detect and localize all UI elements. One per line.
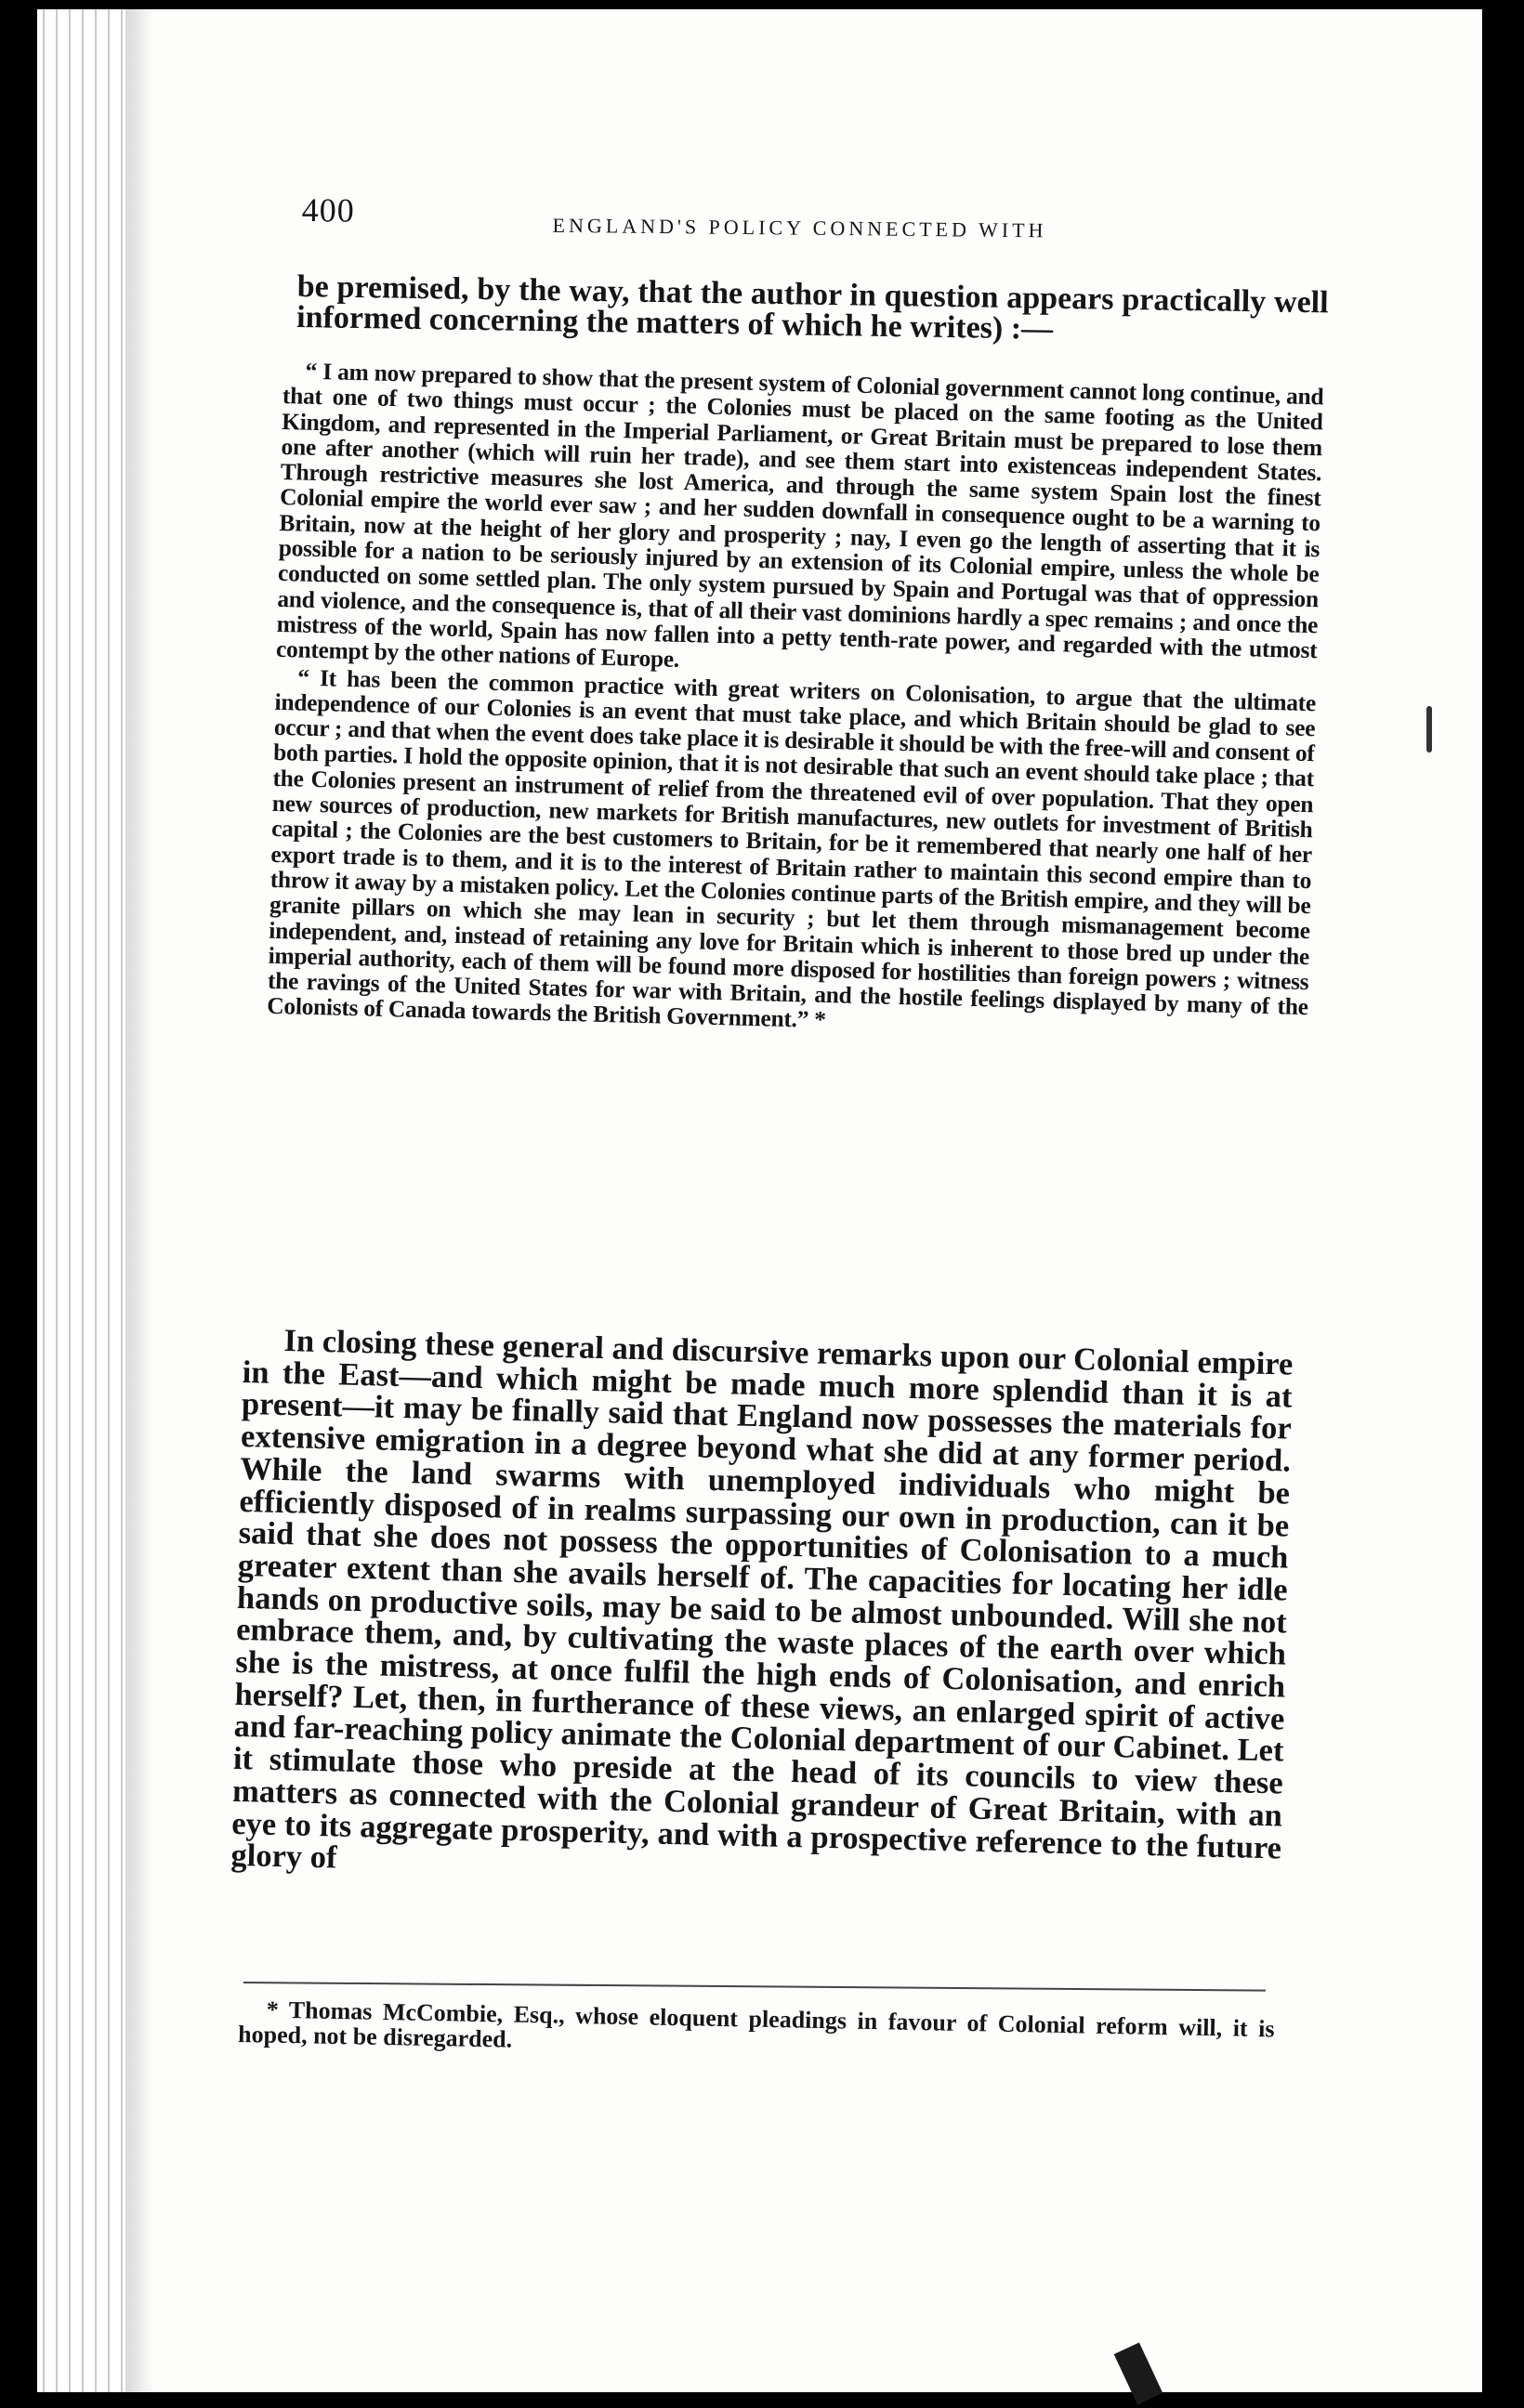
body-text: In closing these general and discursive remarks upon our Colonial empire in the East—and which might be made much more splendid than it is at present—it may be finally said that England now possesses the materials for extensive emigration in a degree beyond what she did at any former period. While the land swarms with unemployed individuals who might be efficiently disposed of in realms surpassing our own in production, can it be said that she does not possess the opportunities of Colonisation to a much greater extent than she avails herself of. The capacities for locating her idle hands on productive soils, may be said to be almost unbounded. Will she not embrace them, and, by cultivating the waste places of the earth over which she is the mistress, at once fulfil the high ends of Colonisation, and enrich herself? Let, then, in furtherance of these views, an enlarged spirit of active and far-reaching policy animate the Colonial department of our Cabinet. Let it stimulate those who preside at the head of its councils to view these matters as connected with the Colonial grandeur of Great Britain, with an eye to its aggregate prosperity, and with a prospective reference to the future glory of <box>230 1323 1294 1876</box>
footnote-text: * Thomas McCombie, Esq., whose eloquent pleadings in favour of Colonial reform will, it is hoped, not be disregarded. <box>237 1996 1275 2053</box>
page-edges <box>37 9 125 2392</box>
body-paragraph <box>230 1324 1294 1896</box>
intro-text: be premised, by the way, that the author in question appears practically well informed concerning the matters of which he writes) :— <box>296 269 1329 347</box>
spine-shadow <box>125 9 153 2392</box>
quote-paragraph-2: “ It has been the common practice with great writers on Colonisation, to argue that the ultimate independence of our Colonies is an event that must take place, and which Britain should be glad to see occur ; and that when the event does take place it is desirable it should be with the free-will and consent of both parties. I hold the opposite opinion, that it is not desirable that such an event should take place ; that the Colonies present an instrument of relief from the threatened evil of over population. That they open new sources of production, new markets for British manufactures, new outlets for investment of British capital ; the Colonies are the best customers to Britain, for be it remembered that nearly one half of her export trade is to them, and it is to the interest of Britain rather to maintain this second empire than to throw it away by a mistaken policy. Let the Colonies continue parts of the British empire, and they will be granite pillars on which she may lean in security ; but let them through mismanagement become independent, and, instead of retaining any love for Britain which is inherent to those bred up under the imperial authority, each of them will be found more disposed for hostilities than foreign powers ; witness the ravings of the United States for war with Britain, and the hostile feelings displayed by many of the Colonists of Canada towards the British Government.” * <box>266 663 1317 1034</box>
page-number: 400 <box>301 190 355 229</box>
quote-paragraph-1: “ I am now prepared to show that the present system of Colonial government cannot long continue, and that one of two things must occur ; the Colonies must be placed on the same footing as the United Kingdom, and represented in the Imperial Parliament, or Great Britain must be prepared to lose them one after another (which will ruin her trade), and see them start into existenceas independent States. Through restrictive measures she lost America, and through the same system Spain lost the finest Colonial empire the world ever saw ; and her sudden downfall in consequence ought to be a warning to Britain, now at the height of her glory and prosperity ; nay, I even go the length of asserting that it is possible for a nation to be seriously injured by an extension of its Colonial empire, unless the whole be conducted on some settled plan. The only system pursued by Spain and Portugal was that of oppression and violence, and the consequence is, that of all their vast dominions hardly a spec remains ; and once the mistress of the world, Spain has now fallen into a petty tenth-rate power, and regarded with the utmost contempt by the other nations of Europe. <box>275 357 1324 674</box>
block-quotation <box>267 358 1324 1045</box>
running-title: ENGLAND'S POLICY CONNECTED WITH <box>552 213 1047 242</box>
margin-mark <box>1426 706 1432 752</box>
running-head <box>301 190 1329 257</box>
